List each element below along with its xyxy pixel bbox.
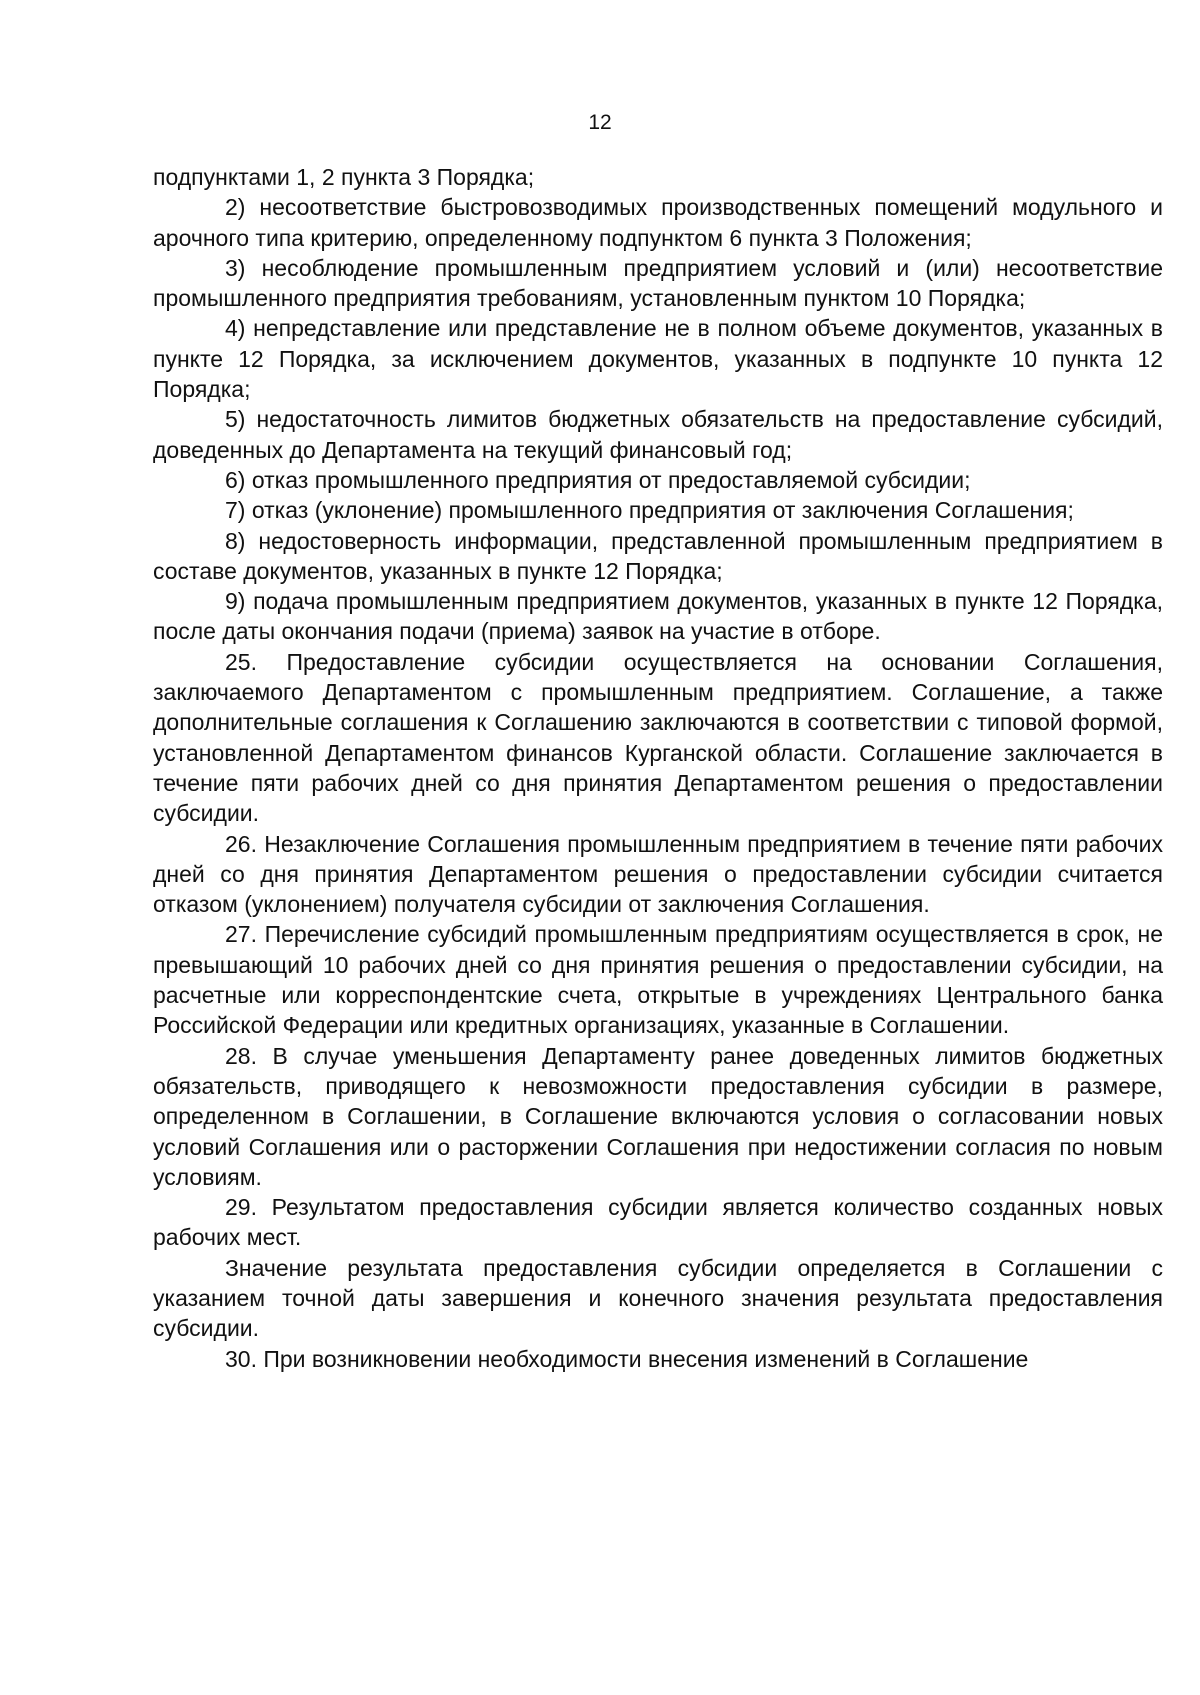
document-body <box>153 162 1163 1374</box>
paragraph: 29. Результатом предоставления субсидии является количество созданных новых рабочих мест. <box>153 1194 1163 1251</box>
paragraph: 27. Перечисление субсидий промышленным предприятиям осуществляется в срок, не превышающий 10 рабочих дней со дня принятия решения о предоставлении субсидии, на расчетные или корреспондентские счета, открытые в учреждениях Центрального банка Российской Федерации или кредитных организациях, указанные в Соглашении. <box>153 921 1163 1039</box>
paragraph: Значение результата предоставления субсидии определяется в Соглашении с указанием точной даты завершения и конечного значения результата предоставления субсидии. <box>153 1254 1163 1342</box>
paragraph: 30. При возникновении необходимости внесения изменений в Соглашение <box>225 1345 1029 1372</box>
paragraph: 4) непредставление или представление не в полном объеме документов, указанных в пункте 12 Порядка, за исключением документов, указанных в подпункте 10 пункта 12 Порядка; <box>153 315 1163 403</box>
paragraph: 8) недостоверность информации, представленной промышленным предприятием в составе документов, указанных в пункте 12 Порядка; <box>153 527 1163 584</box>
paragraph: подпунктами 1, 2 пункта 3 Порядка; <box>153 164 535 190</box>
paragraph: 6) отказ промышленного предприятия от предоставляемой субсидии; <box>225 466 971 493</box>
paragraph: 28. В случае уменьшения Департаменту ранее доведенных лимитов бюджетных обязательств, приводящего к невозможности предоставления субсидии в размере, определенном в Соглашении, в Соглашение включаются условия о согласовании новых условий Соглашения или о расторжении Соглашения при недостижении согласия по новым условиям. <box>153 1042 1163 1190</box>
paragraph: 7) отказ (уклонение) промышленного предприятия от заключения Соглашения; <box>225 497 1074 524</box>
paragraph: 5) недостаточность лимитов бюджетных обязательств на предоставление субсидий, доведенных до Департамента на текущий финансовый год; <box>153 406 1163 463</box>
page-number: 12 <box>588 111 612 134</box>
paragraph: 25. Предоставление субсидии осуществляется на основании Соглашения, заключаемого Департаментом с промышленным предприятием. Соглашение, а также дополнительные соглашения к Соглашению заключаются в соответствии с типовой формой, установленной Департаментом финансов Курганской области. Соглашение заключается в течение пяти рабочих дней со дня принятия Департаментом решения о предоставлении субсидии. <box>153 648 1163 827</box>
paragraph: 3) несоблюдение промышленным предприятием условий и (или) несоответствие промышленного предприятия требованиям, установленным пунктом 10 Порядка; <box>153 254 1163 312</box>
paragraph: 2) несоответствие быстровозводимых производственных помещений модульного и арочного типа критерию, определенному подпунктом 6 пункта 3 Положения; <box>153 194 1163 251</box>
paragraph: 9) подача промышленным предприятием документов, указанных в пункте 12 Порядка, после даты окончания подачи (приема) заявок на участие в отборе. <box>153 588 1163 645</box>
paragraph: 26. Незаключение Соглашения промышленным предприятием в течение пяти рабочих дней со дня принятия Департаментом решения о предоставлении субсидии считается отказом (уклонением) получателя субсидии от заключения Соглашения. <box>153 830 1163 918</box>
